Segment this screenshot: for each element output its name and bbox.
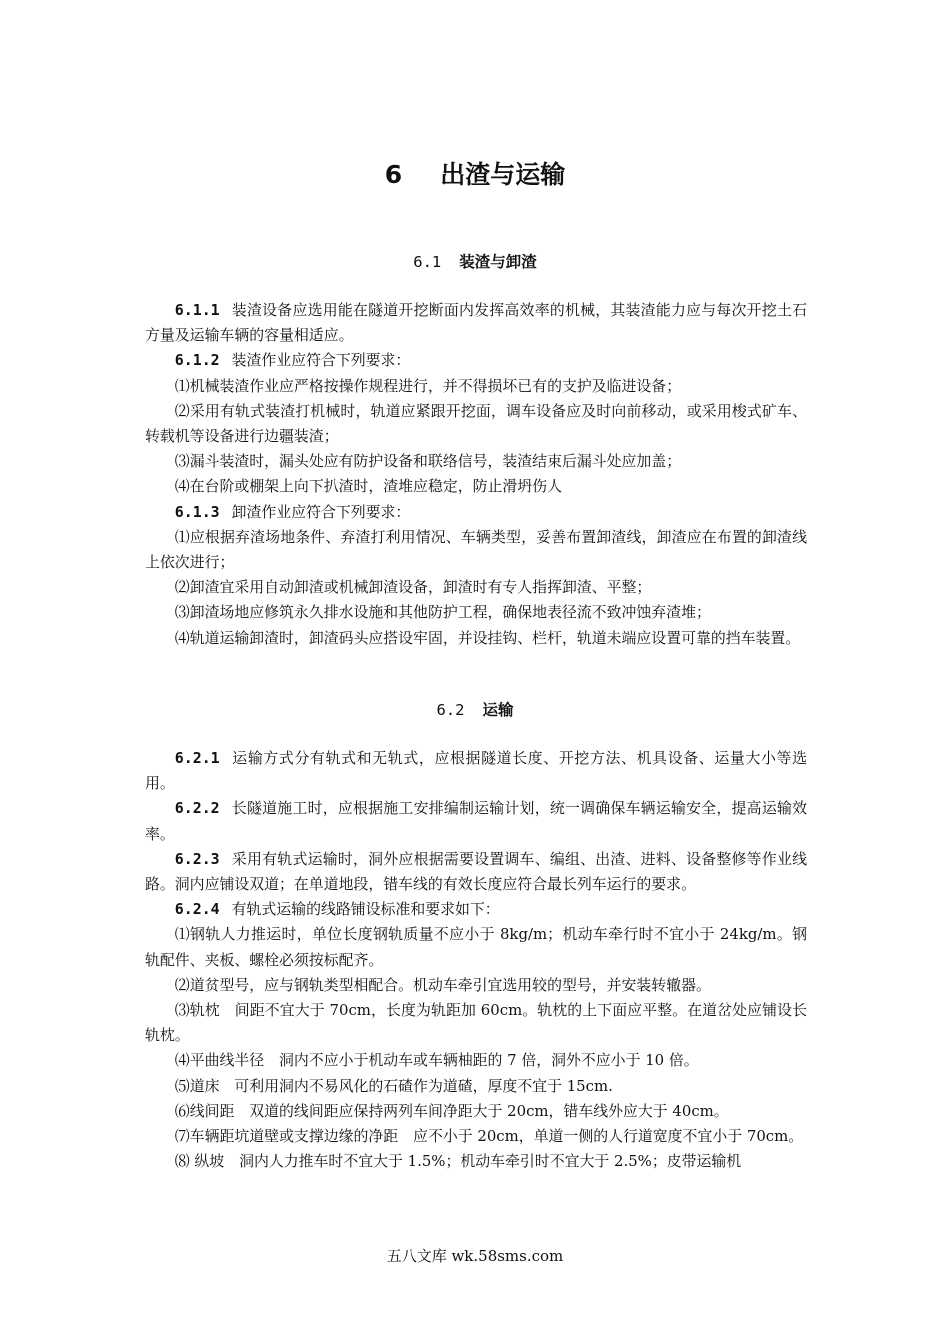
list-item (145, 1099, 807, 1124)
list-item (145, 1149, 807, 1174)
paragraph-text: ⑵道贫型号，应与钢轨类型相配合。机动车牵引宜选用较的型号，并安装转辙器。 (174, 975, 711, 994)
paragraph-text: ⑷平曲线半径 洞内不应小于机动车或车辆柚距的 7 倍，洞外不应小于 10 倍。 (174, 1051, 699, 1070)
clause-paragraph (145, 500, 807, 525)
paragraph-text: ⑵采用有轨式装渣打机械时，轨道应紧跟开挖面，调车设备应及时向前移动，或采用梭式矿车、转载机等设备进行边疆装渣； (145, 401, 807, 446)
paragraph-text: ⑶轨枕 间距不宜大于 70cm，长度为轨距加 60cm。轨枕的上下面应平整。在道岔处应铺设长轨枕。 (145, 1001, 807, 1045)
paragraph-text: ⑶卸渣场地应修筑永久排水设施和其他防护工程，确保地表径流不致冲蚀弃渣堆； (174, 603, 711, 622)
section-6-2-body (145, 746, 807, 1174)
clause-paragraph (145, 298, 807, 348)
list-item (145, 399, 807, 449)
clause-paragraph (145, 847, 807, 897)
paragraph-text: ⑵卸渣宜采用自动卸渣或机械卸渣设备，卸渣时有专人指挥卸渣、平整； (174, 578, 652, 597)
paragraph-text: 有轨式运输的线路铺设标准和要求如下： (231, 900, 500, 919)
paragraph-text: ⑸道床 可利用洞内不易风化的石碴作为道碴，厚度不宜于 15cm. (174, 1076, 613, 1095)
paragraph-text: 长隧道施工时，应根据施工安排编制运输计划，统一调确保车辆运输安全，提高运输效率。 (145, 799, 807, 843)
paragraph-text: 卸渣作业应符合下列要求： (231, 502, 411, 521)
paragraph-text: ⑹线间距 双道的线间距应保持两列车间净距大于 20cm，错车线外应大于 40cm。 (174, 1101, 729, 1120)
paragraph-text: ⑺车辆距坑道壁或支撑边缘的净距 应不小于 20cm，单道一侧的人行道宽度不宜小于 70cm。 (174, 1127, 804, 1146)
clause-number: 6.2.2 (174, 799, 220, 818)
clause-number: 6.1.2 (174, 351, 220, 370)
clause-number: 6.2.1 (174, 749, 220, 767)
list-item (145, 525, 807, 575)
paragraph-text: 装渣作业应符合下列要求： (231, 351, 411, 370)
chapter-title-text: 出渣与运输 (440, 160, 566, 189)
paragraph-text: ⑷在台阶或棚架上向下扒渣时，渣堆应稳定，防止滑坍伤人 (174, 477, 562, 496)
list-item (145, 1048, 807, 1073)
section-heading-6-1 (0, 250, 950, 274)
chapter-number: 6 (384, 160, 403, 189)
clause-number: 6.1.1 (174, 301, 220, 319)
clause-paragraph (145, 348, 807, 373)
list-item (145, 973, 807, 998)
list-item (145, 1074, 807, 1099)
list-item (145, 600, 807, 625)
paragraph-text: ⑴应根据弃渣场地条件、弃渣打利用情况、车辆类型，妥善布置卸渣线，卸渣应在布置的卸渣线上依次进行； (145, 527, 807, 572)
list-item (145, 1124, 807, 1149)
list-item (145, 374, 807, 399)
section-number: 6.2 (436, 701, 465, 719)
paragraph-text: 运输方式分有轨式和无轨式，应根据隧道长度、开挖方法、机具设备、运量大小等选用。 (145, 749, 807, 793)
section-heading-6-2 (0, 698, 950, 722)
paragraph-text: 装渣设备应选用能在隧道开挖断面内发挥高效率的机械，其装渣能力应与每次开挖土石方量及运输车辆的容量相适应。 (145, 301, 807, 345)
list-item (145, 575, 807, 600)
list-item (145, 474, 807, 499)
clause-number: 6.2.4 (174, 900, 220, 919)
list-item (145, 922, 807, 972)
clause-number: 6.2.3 (174, 849, 220, 868)
clause-paragraph (145, 796, 807, 846)
section-title: 运输 (482, 701, 514, 719)
clause-paragraph (145, 897, 807, 922)
list-item (145, 626, 807, 651)
paragraph-text: 采用有轨式运输时，洞外应根据需要设置调车、编组、出渣、进料、设备整修等作业线路。洞内应铺设双道；在单道地段，错车线的有效长度应符合最长列车运行的要求。 (145, 849, 807, 894)
paragraph-text: ⑴机械装渣作业应严格按操作规程进行，并不得损坏已有的支护及临进设备； (174, 376, 682, 395)
clause-paragraph (145, 746, 807, 796)
section-title: 装渣与卸渣 (459, 253, 537, 271)
section-6-1-body (145, 298, 807, 651)
footer-watermark: 五八文库 wk.58sms.com (386, 1247, 564, 1265)
clause-number: 6.1.3 (174, 502, 220, 521)
list-item (145, 449, 807, 474)
paragraph-text: ⑶漏斗装渣时，漏头处应有防护设备和联络信号，装渣结束后漏斗处应加盖； (174, 452, 682, 471)
paragraph-text: ⑻ 纵坡 洞内人力推车时不宜大于 1.5%；机动车牵引时不宜大于 2.5%；皮带运输机 (174, 1152, 742, 1171)
paragraph-text: ⑴钢轨人力推运时，单位长度钢轨质量不应小于 8kg/m；机动车牵行时不宜小于 24kg/m。钢轨配件、夹板、螺栓必须按标配齐。 (145, 925, 807, 969)
paragraph-text: ⑷轨道运输卸渣时，卸渣码头应搭设牢固，并设挂钩、栏杆，轨道未端应设置可靠的挡车装置。 (174, 628, 801, 647)
section-number: 6.1 (413, 253, 442, 271)
chapter-title (0, 158, 950, 192)
list-item (145, 998, 807, 1048)
